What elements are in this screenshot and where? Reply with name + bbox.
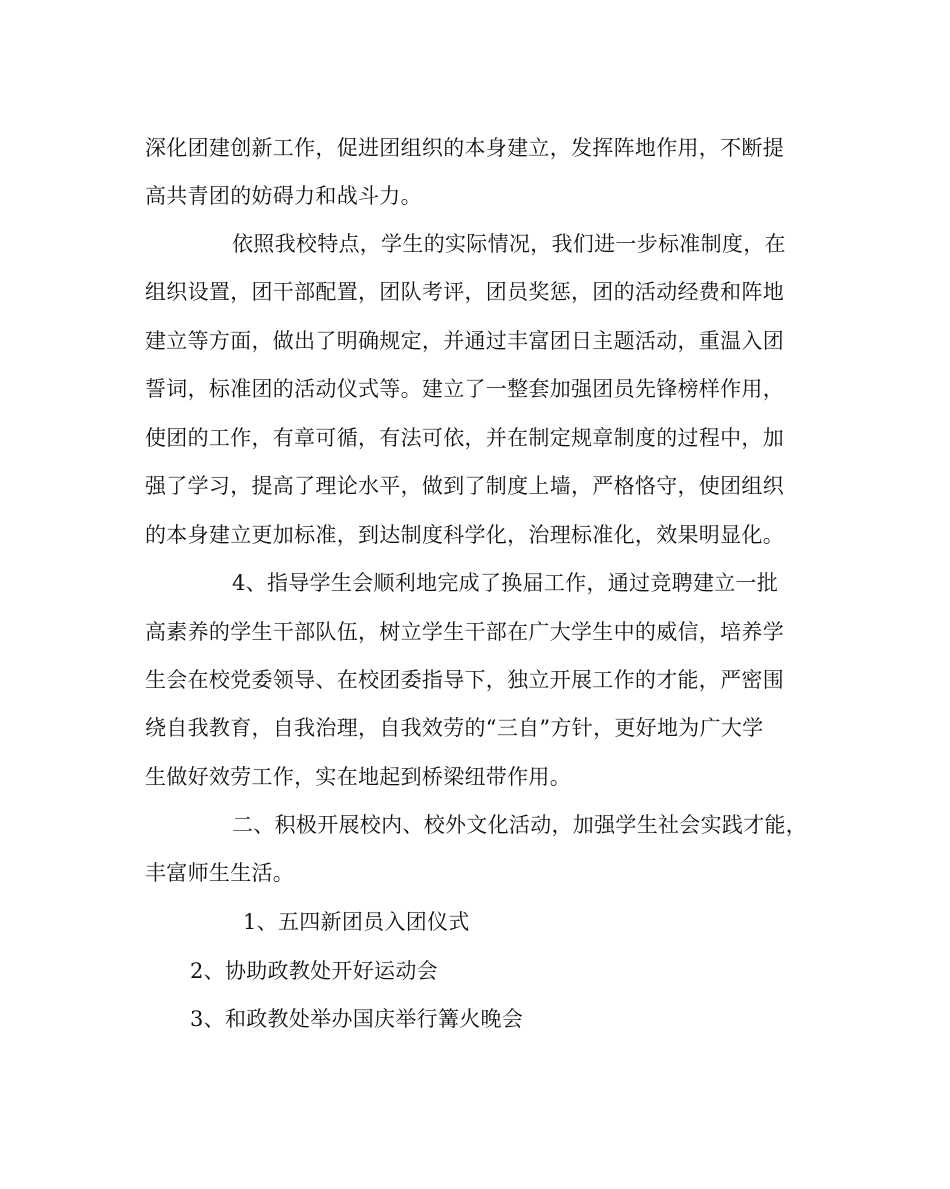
text-line: 生会在校党委领导、在校团委指导下，独立开展工作的才能，严密围 xyxy=(145,668,784,692)
text-line: 生做好效劳工作，实在地起到桥梁纽带作用。 xyxy=(145,765,571,789)
list-item: 1、五四新团员入团仪式 xyxy=(243,910,470,934)
text-line: 建立等方面，做出了明确规定，并通过丰富团日主题活动，重温入团 xyxy=(145,329,784,353)
text-line: 丰富师生生活。 xyxy=(145,861,295,885)
paragraph-start-line: 依照我校特点，学生的实际情况，我们进一步标准制度，在 xyxy=(232,232,786,256)
text-line: 使团的工作，有章可循，有法可依，并在制定规章制度的过程中，加 xyxy=(145,426,784,450)
text-line: 高共青团的妨碍力和战斗力。 xyxy=(145,184,422,208)
text-line: 的本身建立更加标准，到达制度科学化，治理标准化，效果明显化。 xyxy=(145,523,784,547)
text-line: 绕自我教育，自我治理，自我效劳的“三自”方针，更好地为广大学 xyxy=(145,716,764,740)
text-line: 深化团建创新工作，促进团组织的本身建立，发挥阵地作用，不断提 xyxy=(145,136,784,160)
text-line: 组织设置，团干部配置，团队考评，团员奖惩，团的活动经费和阵地 xyxy=(145,280,784,304)
paragraph-start-line: 4、指导学生会顺利地完成了换届工作，通过竞聘建立一批 xyxy=(232,571,779,595)
section-heading: 二、积极开展校内、校外文化活动，加强学生社会实践才能， xyxy=(232,813,808,837)
list-item: 2、协助政教处开好运动会 xyxy=(190,959,438,983)
text-line: 高素养的学生干部队伍，树立学生干部在广大学生中的威信，培养学 xyxy=(145,620,784,644)
text-line: 誓词，标准团的活动仪式等。建立了一整套加强团员先锋榜样作用， xyxy=(145,377,784,401)
list-item: 3、和政教处举办国庆举行篝火晚会 xyxy=(190,1007,524,1031)
text-line: 强了学习，提高了理论水平，做到了制度上墙，严格恪守，使团组织 xyxy=(145,474,784,498)
